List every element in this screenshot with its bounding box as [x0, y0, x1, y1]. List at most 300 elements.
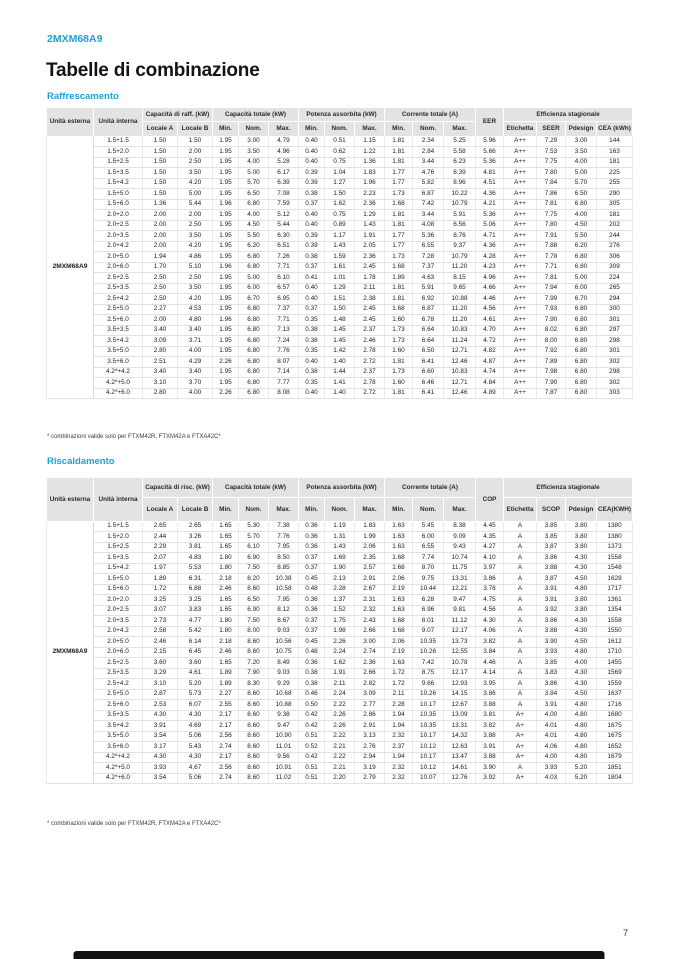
value-cell: 1.80 — [213, 563, 239, 574]
value-cell: 3.95 — [476, 679, 504, 690]
value-cell: 0.42 — [299, 721, 325, 732]
value-cell: 10.17 — [413, 752, 444, 763]
value-cell: 7.90 — [537, 378, 566, 389]
value-cell: 1675 — [597, 721, 633, 732]
table-row — [47, 710, 633, 721]
value-cell: 2.36 — [355, 658, 385, 669]
value-cell: 2.26 — [325, 637, 355, 648]
value-cell: 7.20 — [239, 658, 269, 669]
table-row — [47, 346, 633, 357]
value-cell: 0.40 — [299, 357, 325, 368]
value-cell: 1.96 — [213, 199, 239, 210]
value-cell: 9.47 — [269, 721, 299, 732]
value-cell: 5.53 — [178, 563, 213, 574]
table-row — [47, 136, 633, 147]
value-cell: 11.20 — [444, 262, 476, 273]
value-cell: 1.81 — [385, 294, 413, 305]
value-cell: 1.83 — [355, 521, 385, 532]
table-row — [47, 283, 633, 294]
value-cell: 1.97 — [143, 563, 178, 574]
value-cell: 9.38 — [269, 710, 299, 721]
value-cell: 1.15 — [355, 136, 385, 147]
value-cell: A — [504, 563, 537, 574]
col-min: Min. — [385, 122, 413, 136]
value-cell: 1.62 — [325, 658, 355, 669]
bottom-bar — [74, 951, 605, 959]
value-cell: 6.80 — [239, 378, 269, 389]
value-cell: 2.26 — [213, 357, 239, 368]
combination-cell: 2.0+3.5 — [94, 231, 143, 242]
value-cell: 1.48 — [325, 315, 355, 326]
value-cell: 4.71 — [476, 231, 504, 242]
value-cell: 6.80 — [239, 199, 269, 210]
value-cell: 1675 — [597, 731, 633, 742]
table-row — [47, 378, 633, 389]
value-cell: 7.84 — [537, 178, 566, 189]
value-cell: 5.20 — [178, 679, 213, 690]
value-cell: 6.30 — [269, 231, 299, 242]
value-cell: 0.50 — [299, 700, 325, 711]
value-cell: A++ — [504, 336, 537, 347]
value-cell: 1.96 — [355, 178, 385, 189]
value-cell: 3.87 — [537, 574, 566, 585]
value-cell: 1.81 — [385, 220, 413, 231]
value-cell: 5.44 — [269, 220, 299, 231]
value-cell: 1717 — [597, 584, 633, 595]
value-cell: 7.37 — [269, 304, 299, 315]
value-cell: 6.64 — [413, 325, 444, 336]
value-cell: 7.89 — [537, 357, 566, 368]
combination-cell: 1.5+2.5 — [94, 542, 143, 553]
value-cell: A++ — [504, 252, 537, 263]
value-cell: 7.90 — [537, 315, 566, 326]
combination-cell: 2.5+4.2 — [94, 294, 143, 305]
value-cell: A+ — [504, 773, 537, 784]
combination-cell: 1.5+2.0 — [94, 147, 143, 158]
value-cell: 11.02 — [269, 773, 299, 784]
combination-cell: 1.5+2.0 — [94, 532, 143, 543]
value-cell: 2.50 — [178, 220, 213, 231]
value-cell: 2.43 — [355, 616, 385, 627]
value-cell: 3.60 — [143, 658, 178, 669]
group-total-capacity: Capacità totale (kW) — [213, 478, 299, 498]
combination-cell: 4.2*+4.2 — [94, 367, 143, 378]
outdoor-unit-cell: 2MXM68A9 — [47, 136, 94, 399]
value-cell: 3.80 — [566, 521, 597, 532]
value-cell: 9.65 — [444, 283, 476, 294]
cooling-table-body — [47, 136, 633, 399]
value-cell: 2.55 — [213, 700, 239, 711]
value-cell: 10.26 — [413, 689, 444, 700]
value-cell: 4.80 — [566, 710, 597, 721]
value-cell: A — [504, 605, 537, 616]
value-cell: A++ — [504, 157, 537, 168]
table-row — [47, 532, 633, 543]
heating-table-body — [47, 521, 633, 784]
value-cell: 4.21 — [476, 199, 504, 210]
value-cell: 9.29 — [269, 679, 299, 690]
value-cell: 8.67 — [269, 616, 299, 627]
value-cell: 6.80 — [239, 346, 269, 357]
combination-cell: 2.0+5.0 — [94, 637, 143, 648]
value-cell: 3.13 — [355, 731, 385, 742]
value-cell: 11.20 — [444, 304, 476, 315]
value-cell: 6.70 — [239, 294, 269, 305]
value-cell: 3.44 — [413, 157, 444, 168]
value-cell: 1.91 — [355, 231, 385, 242]
value-cell: 5.00 — [566, 273, 597, 284]
group-capacity: Capacità di risc. (kW) — [143, 478, 213, 498]
value-cell: 2.53 — [143, 700, 178, 711]
value-cell: 2.36 — [355, 199, 385, 210]
value-cell: 9.81 — [444, 605, 476, 616]
table-row — [47, 241, 633, 252]
value-cell: 1804 — [597, 773, 633, 784]
value-cell: 2.35 — [355, 553, 385, 564]
col-nom: Nom. — [325, 122, 355, 136]
value-cell: 4.70 — [476, 325, 504, 336]
value-cell: 7.87 — [537, 388, 566, 399]
value-cell: A — [504, 532, 537, 543]
value-cell: 1710 — [597, 647, 633, 658]
value-cell: 5.50 — [566, 231, 597, 242]
value-cell: 3.10 — [143, 378, 178, 389]
value-cell: 1.63 — [385, 542, 413, 553]
value-cell: 7.78 — [537, 252, 566, 263]
value-cell: 12.76 — [444, 773, 476, 784]
value-cell: 2.22 — [325, 752, 355, 763]
value-cell: 2.50 — [143, 283, 178, 294]
value-cell: 4.84 — [476, 378, 504, 389]
value-cell: 1.50 — [143, 189, 178, 200]
cooling-footnote: * combinazioni valide solo per FTXM42R, FTXM42A e FTXA42C* — [47, 434, 221, 440]
value-cell: A — [504, 689, 537, 700]
value-cell: 4.30 — [566, 563, 597, 574]
col-nom: Nom. — [239, 498, 269, 521]
combination-cell: 2.5+6.0 — [94, 315, 143, 326]
value-cell: 4.80 — [178, 315, 213, 326]
value-cell: 0.42 — [299, 710, 325, 721]
value-cell: 1550 — [597, 626, 633, 637]
value-cell: 0.40 — [299, 220, 325, 231]
value-cell: 4.06 — [476, 626, 504, 637]
table-row — [47, 252, 633, 263]
value-cell: 4.50 — [239, 220, 269, 231]
group-total-capacity: Capacità totale (kW) — [213, 108, 299, 122]
combination-cell: 4.2*+4.2 — [94, 752, 143, 763]
value-cell: 5.25 — [444, 136, 476, 147]
value-cell: 2.45 — [355, 262, 385, 273]
value-cell: 4.50 — [566, 220, 597, 231]
value-cell: 306 — [597, 252, 633, 263]
value-cell: 1.81 — [385, 357, 413, 368]
value-cell: 1.60 — [385, 346, 413, 357]
value-cell: 3.90 — [537, 637, 566, 648]
value-cell: 3.54 — [143, 773, 178, 784]
value-cell: 10.74 — [444, 553, 476, 564]
value-cell: 3.81 — [476, 710, 504, 721]
value-cell: 4.45 — [476, 521, 504, 532]
value-cell: 1455 — [597, 658, 633, 669]
value-cell: 5.10 — [178, 262, 213, 273]
value-cell: 6.00 — [239, 283, 269, 294]
value-cell: 7.13 — [269, 325, 299, 336]
value-cell: 4.76 — [413, 168, 444, 179]
col-indoor-unit: Unità interna — [94, 478, 143, 522]
value-cell: 0.48 — [299, 584, 325, 595]
value-cell: 202 — [597, 220, 633, 231]
value-cell: 1.63 — [385, 521, 413, 532]
combination-cell: 2.0+2.0 — [94, 210, 143, 221]
value-cell: 2.17 — [213, 721, 239, 732]
value-cell: 1.63 — [385, 532, 413, 543]
value-cell: 6.80 — [566, 378, 597, 389]
value-cell: A — [504, 584, 537, 595]
value-cell: 5.06 — [476, 220, 504, 231]
value-cell: 4.20 — [178, 294, 213, 305]
value-cell: 0.37 — [299, 626, 325, 637]
value-cell: 1.89 — [213, 679, 239, 690]
value-cell: 1.43 — [355, 220, 385, 231]
group-seasonal-efficiency: Efficienza stagionale — [504, 108, 633, 122]
value-cell: 10.83 — [444, 367, 476, 378]
value-cell: 0.51 — [325, 136, 355, 147]
value-cell: 9.56 — [269, 752, 299, 763]
value-cell: 7.75 — [537, 157, 566, 168]
value-cell: 3.86 — [537, 616, 566, 627]
value-cell: 7.99 — [537, 294, 566, 305]
value-cell: A — [504, 574, 537, 585]
value-cell: 6.80 — [566, 346, 597, 357]
value-cell: 4.20 — [178, 241, 213, 252]
value-cell: 1.42 — [325, 346, 355, 357]
value-cell: 8.60 — [239, 710, 269, 721]
value-cell: 3.91 — [143, 721, 178, 732]
value-cell: 1.95 — [213, 210, 239, 221]
value-cell: 3.87 — [537, 542, 566, 553]
value-cell: 2.74 — [213, 773, 239, 784]
value-cell: 6.55 — [413, 542, 444, 553]
value-cell: 2.36 — [355, 252, 385, 263]
value-cell: 2.74 — [213, 742, 239, 753]
value-cell: 2.19 — [385, 647, 413, 658]
value-cell: 1679 — [597, 752, 633, 763]
value-cell: 5.20 — [566, 763, 597, 774]
value-cell: 163 — [597, 147, 633, 158]
value-cell: 7.76 — [269, 532, 299, 543]
value-cell: 2.50 — [143, 294, 178, 305]
value-cell: 3.50 — [178, 231, 213, 242]
value-cell: 0.51 — [299, 773, 325, 784]
table-row — [47, 605, 633, 616]
value-cell: A — [504, 763, 537, 774]
value-cell: 2.44 — [143, 532, 178, 543]
col-seer: SEER — [537, 122, 566, 136]
value-cell: 4.82 — [476, 346, 504, 357]
value-cell: 8.02 — [537, 325, 566, 336]
value-cell: 3.91 — [476, 742, 504, 753]
value-cell: 1652 — [597, 742, 633, 753]
value-cell: 6.95 — [269, 294, 299, 305]
value-cell: 6.46 — [413, 378, 444, 389]
value-cell: 6.80 — [566, 388, 597, 399]
value-cell: 3.91 — [537, 595, 566, 606]
value-cell: 0.37 — [299, 563, 325, 574]
value-cell: 5.00 — [239, 273, 269, 284]
value-cell: 8.85 — [269, 563, 299, 574]
value-cell: 7.38 — [269, 521, 299, 532]
table-row — [47, 168, 633, 179]
table-row — [47, 773, 633, 784]
value-cell: 2.24 — [325, 689, 355, 700]
value-cell: 5.06 — [178, 773, 213, 784]
value-cell: 0.52 — [299, 742, 325, 753]
value-cell: A — [504, 668, 537, 679]
value-cell: 1.73 — [385, 325, 413, 336]
value-cell: 2.26 — [213, 388, 239, 399]
value-cell: 8.60 — [239, 700, 269, 711]
value-cell: 300 — [597, 304, 633, 315]
value-cell: 4.77 — [178, 616, 213, 627]
value-cell: 3.44 — [413, 210, 444, 221]
value-cell: 6.00 — [566, 283, 597, 294]
value-cell: 1.29 — [325, 283, 355, 294]
value-cell: 4.01 — [537, 731, 566, 742]
value-cell: 3.83 — [537, 668, 566, 679]
value-cell: 0.40 — [299, 294, 325, 305]
combination-cell: 2.0+5.0 — [94, 252, 143, 263]
value-cell: 2.37 — [355, 367, 385, 378]
value-cell: 3.97 — [476, 563, 504, 574]
value-cell: 8.96 — [444, 178, 476, 189]
value-cell: 5.00 — [178, 189, 213, 200]
value-cell: 0.38 — [299, 252, 325, 263]
value-cell: 2.20 — [325, 773, 355, 784]
value-cell: 4.00 — [239, 157, 269, 168]
value-cell: 1.95 — [213, 136, 239, 147]
value-cell: 4.96 — [476, 273, 504, 284]
value-cell: 1.27 — [325, 178, 355, 189]
value-cell: 6.17 — [269, 168, 299, 179]
value-cell: A+ — [504, 710, 537, 721]
value-cell: 1.95 — [213, 346, 239, 357]
value-cell: 3.93 — [143, 763, 178, 774]
table-row — [47, 147, 633, 158]
col-nom: Nom. — [413, 498, 444, 521]
value-cell: 1.61 — [325, 262, 355, 273]
value-cell: 4.10 — [476, 553, 504, 564]
combination-cell: 1.5+3.5 — [94, 168, 143, 179]
value-cell: 1.62 — [325, 199, 355, 210]
value-cell: 298 — [597, 336, 633, 347]
value-cell: 2.72 — [355, 357, 385, 368]
value-cell: 6.51 — [269, 241, 299, 252]
value-cell: 0.39 — [299, 178, 325, 189]
value-cell: 3.88 — [476, 752, 504, 763]
value-cell: 4.30 — [178, 710, 213, 721]
value-cell: 3.70 — [178, 378, 213, 389]
value-cell: 2.78 — [355, 378, 385, 389]
value-cell: 1.68 — [385, 616, 413, 627]
value-cell: 3.19 — [355, 763, 385, 774]
value-cell: 1.73 — [385, 189, 413, 200]
value-cell: 3.88 — [537, 626, 566, 637]
value-cell: 3.50 — [239, 147, 269, 158]
value-cell: 6.31 — [178, 574, 213, 585]
col-min: Min. — [213, 122, 239, 136]
value-cell: 7.81 — [537, 273, 566, 284]
table-row — [47, 220, 633, 231]
value-cell: 4.14 — [476, 668, 504, 679]
value-cell: 2.66 — [355, 668, 385, 679]
value-cell: 7.88 — [537, 241, 566, 252]
value-cell: 13.09 — [444, 710, 476, 721]
value-cell: 10.12 — [413, 763, 444, 774]
value-cell: 2.50 — [143, 273, 178, 284]
value-cell: 10.91 — [269, 763, 299, 774]
value-cell: 0.37 — [299, 262, 325, 273]
value-cell: 7.80 — [537, 168, 566, 179]
value-cell: 2.32 — [385, 773, 413, 784]
value-cell: 1.45 — [325, 325, 355, 336]
value-cell: 8.60 — [239, 689, 269, 700]
value-cell: 1380 — [597, 521, 633, 532]
value-cell: 4.72 — [476, 336, 504, 347]
value-cell: 14.32 — [444, 731, 476, 742]
combination-cell: 1.5+4.2 — [94, 563, 143, 574]
value-cell: 2.38 — [355, 294, 385, 305]
value-cell: 13.47 — [444, 752, 476, 763]
value-cell: 7.71 — [269, 262, 299, 273]
value-cell: 4.81 — [476, 168, 504, 179]
value-cell: 3.82 — [476, 637, 504, 648]
value-cell: 6.50 — [413, 346, 444, 357]
value-cell: 1.95 — [213, 336, 239, 347]
combination-cell: 2.0+4.2 — [94, 241, 143, 252]
value-cell: 1.68 — [385, 199, 413, 210]
value-cell: 276 — [597, 241, 633, 252]
col-cea: CEA (kWh) — [597, 122, 633, 136]
value-cell: 6.64 — [413, 336, 444, 347]
value-cell: 4.50 — [566, 637, 597, 648]
value-cell: 12.71 — [444, 378, 476, 389]
value-cell: 1.80 — [213, 616, 239, 627]
table-row — [47, 553, 633, 564]
value-cell: 7.91 — [537, 231, 566, 242]
value-cell: 4.61 — [178, 668, 213, 679]
value-cell: 1380 — [597, 532, 633, 543]
table-row — [47, 742, 633, 753]
value-cell: 8.07 — [269, 357, 299, 368]
value-cell: 6.80 — [239, 388, 269, 399]
value-cell: 10.58 — [269, 584, 299, 595]
value-cell: 7.08 — [269, 189, 299, 200]
combination-cell: 1.5+6.0 — [94, 199, 143, 210]
value-cell: 4.80 — [566, 647, 597, 658]
value-cell: 10.75 — [269, 647, 299, 658]
col-min: Min. — [213, 498, 239, 521]
value-cell: 255 — [597, 178, 633, 189]
value-cell: A — [504, 637, 537, 648]
value-cell: 3.83 — [178, 605, 213, 616]
value-cell: 3.88 — [476, 731, 504, 742]
value-cell: 10.12 — [413, 742, 444, 753]
value-cell: A+ — [504, 731, 537, 742]
value-cell: 4.29 — [178, 357, 213, 368]
value-cell: 3.50 — [566, 147, 597, 158]
value-cell: 3.93 — [537, 763, 566, 774]
value-cell: 4.27 — [476, 542, 504, 553]
